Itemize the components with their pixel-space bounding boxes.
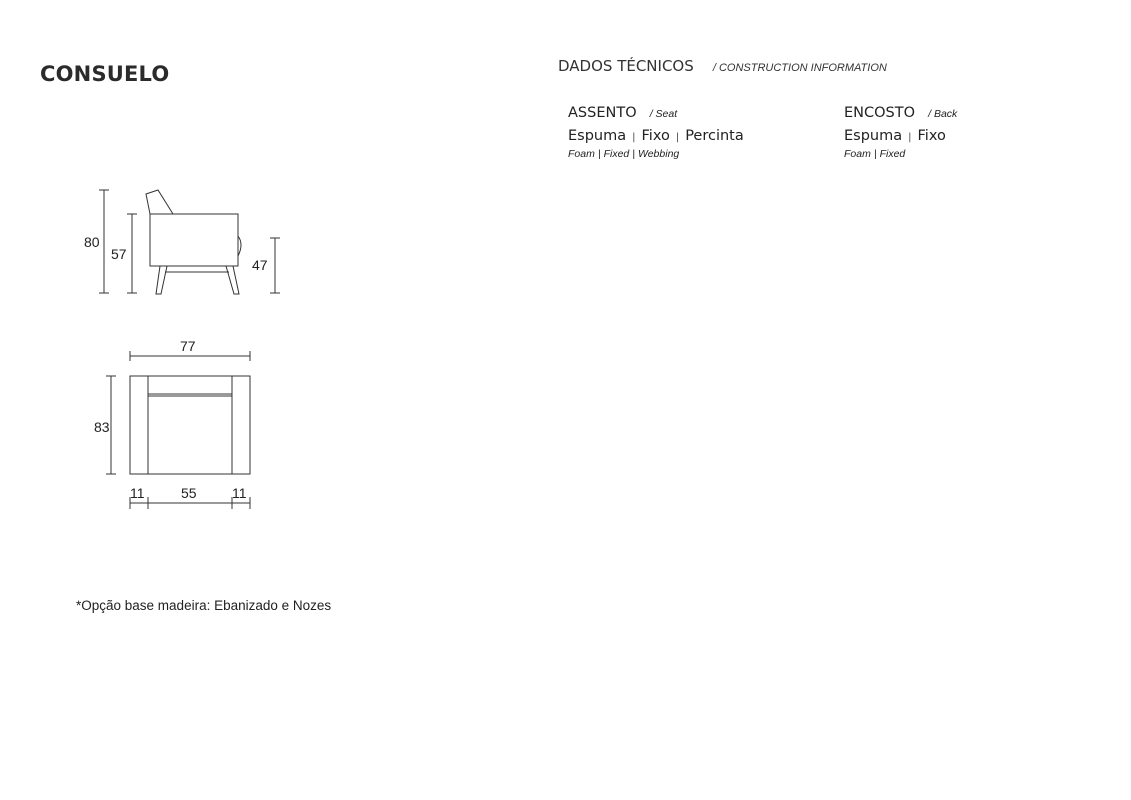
dim-arm-left: 11 (130, 485, 145, 501)
seat-material-foam-en: Foam (568, 148, 595, 160)
seat-label-en: / Seat (649, 108, 678, 120)
product-title: CONSUELO (40, 62, 170, 86)
dim-width-total: 77 (180, 338, 196, 354)
back-material-fixed: Fixo (917, 128, 946, 144)
seat-material-fixed: Fixo (641, 128, 670, 144)
dim-depth-total: 83 (94, 419, 110, 435)
dim-height-arm: 57 (111, 246, 127, 262)
seat-material-fixed-en: Fixed (603, 148, 630, 160)
back-label-en: / Back (928, 108, 958, 120)
side-view-drawing (146, 190, 241, 294)
back-label: ENCOSTO (844, 105, 916, 121)
back-material-foam: Espuma (844, 128, 903, 144)
back-material-foam-en: Foam (844, 148, 871, 160)
seat-material-webbing: Percinta (685, 128, 744, 144)
technical-heading-en: / CONSTRUCTION INFORMATION (712, 62, 887, 74)
top-seat (148, 396, 232, 474)
footnote: *Opção base madeira: Ebanizado e Nozes (76, 598, 332, 613)
side-backrest (146, 190, 173, 214)
side-front-leg (156, 266, 167, 294)
top-dimension-lines (106, 351, 250, 509)
seat-label: ASSENTO (568, 105, 637, 121)
dim-seat-width: 55 (181, 485, 197, 501)
seat-material-foam: Espuma (568, 128, 627, 144)
side-dimension-lines (99, 190, 280, 293)
dim-arm-right: 11 (232, 485, 247, 501)
back-section: ENCOSTO / Back Espuma | Fixo Foam | Fixed (844, 105, 958, 160)
dim-height-seat: 47 (252, 257, 268, 273)
seat-section: ASSENTO / Seat Espuma | Fixo | Percinta Foam | Fixed | Webbing (568, 105, 744, 160)
back-material-fixed-en: Fixed (879, 148, 906, 160)
seat-material-webbing-en: Webbing (638, 148, 680, 160)
side-body (150, 214, 238, 266)
top-view-drawing (130, 376, 250, 474)
dim-height-total: 80 (84, 234, 100, 250)
technical-heading-pt: DADOS TÉCNICOS (558, 57, 694, 75)
side-back-leg (226, 266, 239, 294)
